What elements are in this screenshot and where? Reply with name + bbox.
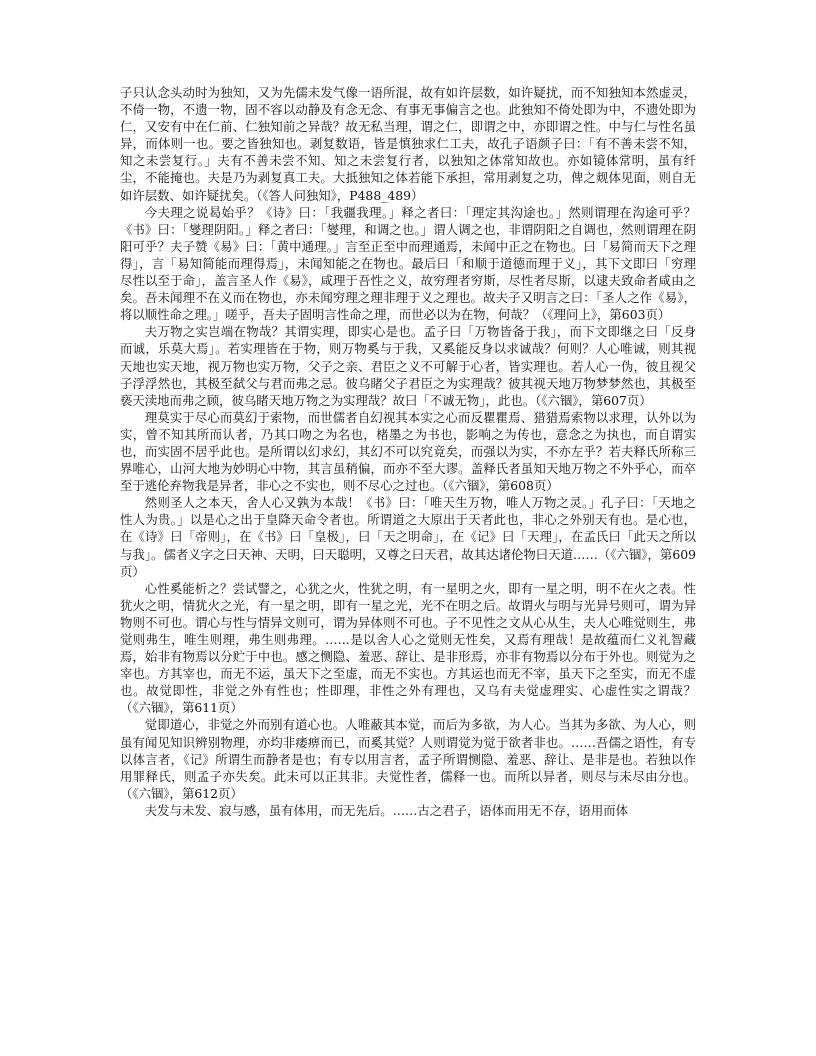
paragraph-2: 今夫理之说曷始乎？《诗》曰：「我疆我理。」释之者曰：「理定其沟途也。」然则谓理在沟途可乎？《书》曰：「燮理阴阳。」释之者曰：「燮理，和调之也。」谓人调之也，非谓阴阳之自调也，然则谓理在阴阳可乎？夫子赞《易》曰：「黄中通理。」言至正至中而理通焉，未闻中正之在物也。曰「易简而天下之理得」，言「易知简能而理得焉」，未闻知能之在物也。最后曰「和顺于道德而理于义」，其下文即曰「穷理尽性以至于命」，盖言圣人作《易》，咸理于吾性之义，故穷理者穷斯，尽性者尽斯，以逮夫致命者咸由之矣。吾未闻理不在义而在物也，亦未闻穷理之理非理于义之理也。故夫子又明言之曰：「圣人之作《易》，将以顺性命之理。」嗟乎，吾夫子固明言性命之理，而世必以为在物，何哉？（《理问上》，第603页） <box>120 204 696 323</box>
paragraph-6: 心性奚能析之？尝试譬之，心犹之火，性犹之明，有一星明之火，即有一星之明，明不在火之表。性犹火之明，情犹火之光，有一星之明，即有一星之光，光不在明之后。故谓火与明与光异号则可，谓为异物则不可也。谓心与性与情异文则可，谓为异体则不可也。子不见性之文从心从生，夫人心唯觉则生，弗觉则弗生，唯生则理，弗生则弗理。……是以舍人心之觉则无性矣，又焉有理哉！是故蕴而仁义礼智藏焉，始非有物焉以分贮于中也。感之恻隐、羞恶、辞让、是非形焉，亦非有物焉以分布于外也。则觉为之宰也。方其宰也，而无不运，虽天下之至虚，而无不实也。方其运也而无不宰，虽天下之至实，而无不虚也。故觉即性，非觉之外有性也；性即理，非性之外有理也，又乌有夫觉虚理实、心虚性实之谓哉？（《六锢》，第611页） <box>120 580 696 716</box>
paragraph-8: 夫发与未发、寂与感，虽有体用，而无先后。……古之君子，语体而用无不存，语用而体 <box>144 802 629 818</box>
document-page <box>120 84 696 819</box>
paragraph-1: 子只认念头动时为独知，又为先儒未发气像一语所混，故有如许层数，如许疑扰，而不知独知本然虚灵，不倚一物，不遗一物，固不容以动静及有念无念、有事无事偏言之也。此独知不倚处即为中，不遗处即为仁，又安有中在仁前、仁独知前之异哉？故无私当理，谓之仁，即谓之中，亦即谓之性。中与仁与性名虽异，而体则一也。要之皆独知也。剥复数语，皆是慎独求仁工夫，故孔子语颜子曰：「有不善未尝不知，知之未尝复行。」夫有不善未尝不知、知之未尝复行者，以独知之体常知故也。亦如镜体常明，虽有纤尘，不能掩也。夫是乃为剥复真工夫。大抵独知之体若能下承担，常用剥复之功，俾之觌体见面，则自无如许层数、如许疑扰矣。（《答人问独知》，P488_489） <box>120 85 696 203</box>
paragraph-3: 夫万物之实岂端在物哉？其谓实理，即实心是也。孟子曰「万物皆备于我」，而下文即继之曰「反身而诚，乐莫大焉」。若实理皆在于物，则万物奚与于我，又奚能反身以求诚哉？何则？人心唯诚，则其视天地也实天地，视万物也实万物，父子之亲、君臣之义不可解于心者，皆实理也。若人心一伪，彼且视父子浮浮然也，其极至弑父与君而弗之忌。彼乌睹父子君臣之为实理哉？彼其视天地万物梦梦然也，其极至亵天渎地而弗之顾，彼乌睹天地万物之为实理哉？故曰「不诚无物」，此也。（《六锢》，第607页） <box>120 324 696 408</box>
paragraph-4: 理莫实于尽心而莫幻于索物，而世儒者自幻视其本实之心而反瞿瞿焉、猎猎焉索物以求理，认外以为实，曾不知其所而认者，乃其口吻之为名也，楮墨之为书也，影响之为传也，意念之为执也，而自谓实也，而实固不居乎此也。是所谓以幻求幻，其幻不可以究竟矣，而强以为实，不亦左乎？若夫释氏所称三界唯心，山河大地为妙明心中物，其言虽稍偏，而亦不至大谬。盖释氏者虽知天地万物之不外乎心，而卒至于逃伦弃物我是异者，非心之不实也，则不尽心之过也。（《六锢》，第608页） <box>120 409 696 494</box>
paragraph-5: 然则圣人之本天，舍人心又孰为本哉！《书》曰：「唯天生万物，唯人万物之灵。」孔子曰：「天地之性人为贵。」以是心之出于皇降天命令者也。所谓道之大原出于天者此也，非心之外别天有也。是心也，在《诗》曰「帝则」，在《书》曰「皇极」，曰「天之明命」，在《记》曰「天理」，在孟氏曰「此天之所以与我」。儒者义字之曰天神、天明，曰天聪明，又尊之曰天君，故其达诸伦物曰天道……（《六锢》，第609页） <box>120 495 696 579</box>
paragraph-7: 觉即道心，非觉之外而别有道心也。人唯蔽其本觉，而后为多欲，为人心。当其为多欲、为人心，则虽有闻见知识辨别物理，亦均非痿痹而已，而奚其觉？人则谓觉为觉于欲者非也。……吾儒之语性，有专以体言者，《记》所谓生而静者是也；有专以用言者，孟子所谓恻隐、羞恶、辞让、是非是也。若独以作用罪释氏，则孟子亦失矣。此未可以正其非。夫觉性者，儒释一也。而所以异者，则尽与未尽由分也。（《六锢》，第612页） <box>120 717 696 801</box>
